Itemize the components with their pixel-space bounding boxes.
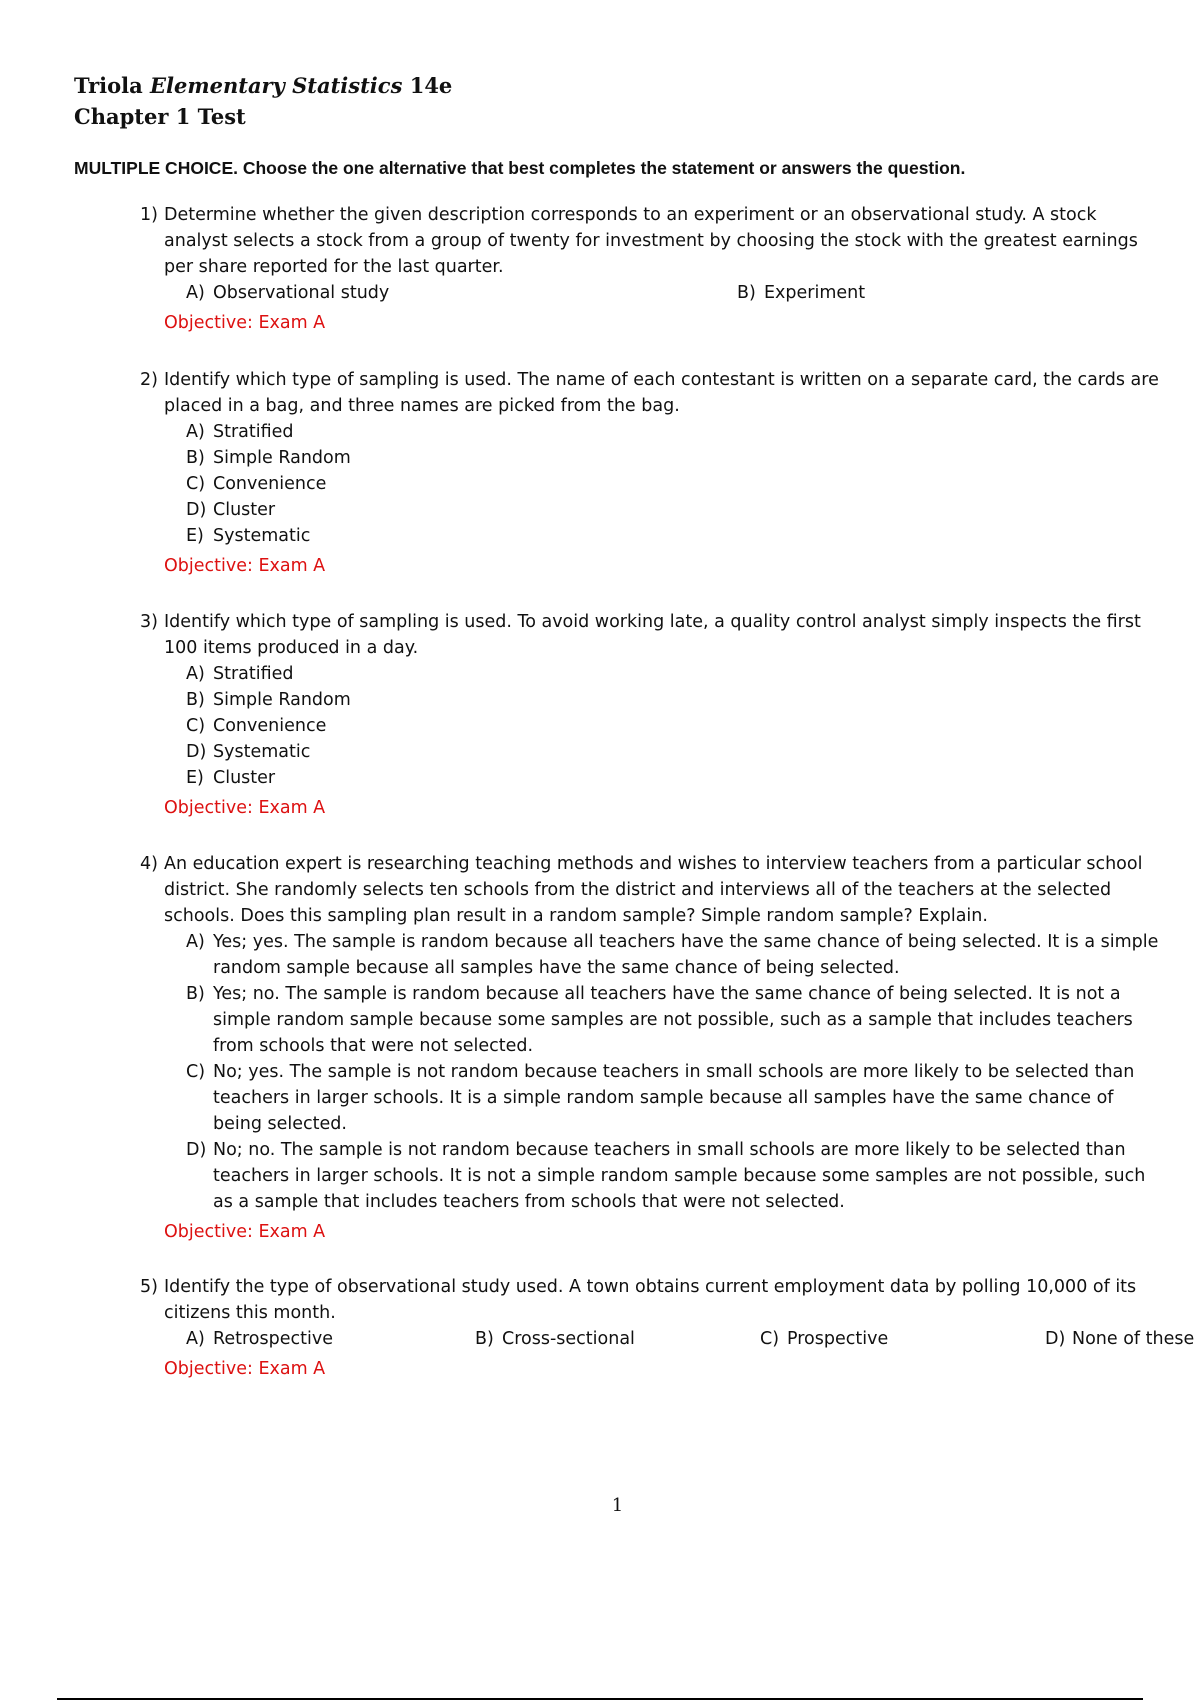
answer-option-a[interactable]: A) Retrospective (186, 1329, 333, 1349)
answer-option-b[interactable]: B) Cross-sectional (475, 1329, 635, 1349)
document-title (74, 70, 452, 132)
answer-option-a[interactable]: A) Stratified (186, 664, 294, 684)
question-text: An education expert is researching teaching methods and wishes to interview teachers from a particular school district. She randomly selects ten schools from the district and interviews all of the teachers at the selected schools. Does this sampling plan result in a random sample? Simple random sample? Explain. (164, 854, 1143, 926)
question-text: Identify the type of observational study used. A town obtains current employment data by polling 10,000 of its citizens this month. (164, 1277, 1137, 1323)
question-3 (140, 609, 1160, 821)
answer-option-b[interactable]: B) Simple Random (186, 448, 351, 468)
question-1 (140, 202, 1160, 336)
page-number: 1 (611, 1495, 624, 1516)
answer-option-b[interactable]: B) Experiment (737, 283, 866, 303)
chapter-title: Chapter 1 Test (74, 104, 246, 129)
answer-option-a[interactable]: A) Yes; yes. The sample is random because all teachers have the same chance of being selected. It is a simple random sample because all samples have the same chance of being selected. (186, 932, 1159, 978)
objective-label: Objective: Exam A (164, 1359, 326, 1379)
objective-label: Objective: Exam A (164, 798, 326, 818)
answer-option-a[interactable]: A) Stratified (186, 422, 294, 442)
question-text: Identify which type of sampling is used. To avoid working late, a quality control analyst simply inspects the first 100 items produced in a day. (164, 612, 1141, 658)
answer-options (186, 661, 1160, 791)
question-2 (140, 367, 1160, 579)
answer-options (186, 1326, 1195, 1352)
objective-label: Objective: Exam A (164, 313, 326, 333)
answer-options (186, 929, 1160, 1215)
book-name: Elementary Statistics (150, 73, 403, 98)
objective-label: Objective: Exam A (164, 556, 326, 576)
answer-option-a[interactable]: A) Observational study (186, 283, 390, 303)
question-5 (140, 1274, 1195, 1382)
answer-option-d[interactable]: D) No; no. The sample is not random because teachers in small schools are more likely to be selected than teachers in larger schools. It is not a simple random sample because some samples are not possible, such as a sample that includes teachers from schools that were not selected. (186, 1140, 1146, 1212)
question-4 (140, 851, 1160, 1245)
answer-option-e[interactable]: E) Systematic (186, 526, 311, 546)
answer-option-d[interactable]: D) Systematic (186, 742, 311, 762)
answer-option-c[interactable]: C) No; yes. The sample is not random because teachers in small schools are more likely to be selected than teachers in larger schools. It is a simple random sample because all samples have the same chance of being selected. (186, 1062, 1135, 1134)
objective-label: Objective: Exam A (164, 1222, 326, 1242)
answer-option-d[interactable]: D) Cluster (186, 500, 276, 520)
answer-option-b[interactable]: B) Yes; no. The sample is random because all teachers have the same chance of being selected. It is not a simple random sample because some samples are not possible, such as a sample that includes teachers from schools that were not selected. (186, 984, 1133, 1056)
book-title-line (74, 70, 452, 101)
answer-option-b[interactable]: B) Simple Random (186, 690, 351, 710)
question-text: Identify which type of sampling is used. The name of each contestant is written on a separate card, the cards are placed in a bag, and three names are picked from the bag. (164, 370, 1159, 416)
question-number: 3) (140, 612, 158, 632)
answer-option-c[interactable]: C) Convenience (186, 716, 327, 736)
answer-option-c[interactable]: C) Convenience (186, 474, 327, 494)
answer-options (186, 419, 1160, 549)
question-number: 1) (140, 205, 158, 225)
question-number: 4) (140, 854, 158, 874)
question-text: Determine whether the given description corresponds to an experiment or an observational study. A stock analyst selects a stock from a group of twenty for investment by choosing the stock with the greatest earnings per share reported for the last quarter. (164, 205, 1138, 277)
question-number: 5) (140, 1277, 158, 1297)
answer-option-d[interactable]: D) None of these (1045, 1329, 1195, 1349)
question-number: 2) (140, 370, 158, 390)
edition: 14e (409, 73, 453, 98)
answer-option-c[interactable]: C) Prospective (760, 1329, 889, 1349)
instructions: MULTIPLE CHOICE. Choose the one alternative that best completes the statement or answers the question. (74, 158, 966, 178)
author-name: Triola (74, 73, 143, 98)
answer-options (186, 280, 1160, 306)
answer-option-e[interactable]: E) Cluster (186, 768, 276, 788)
